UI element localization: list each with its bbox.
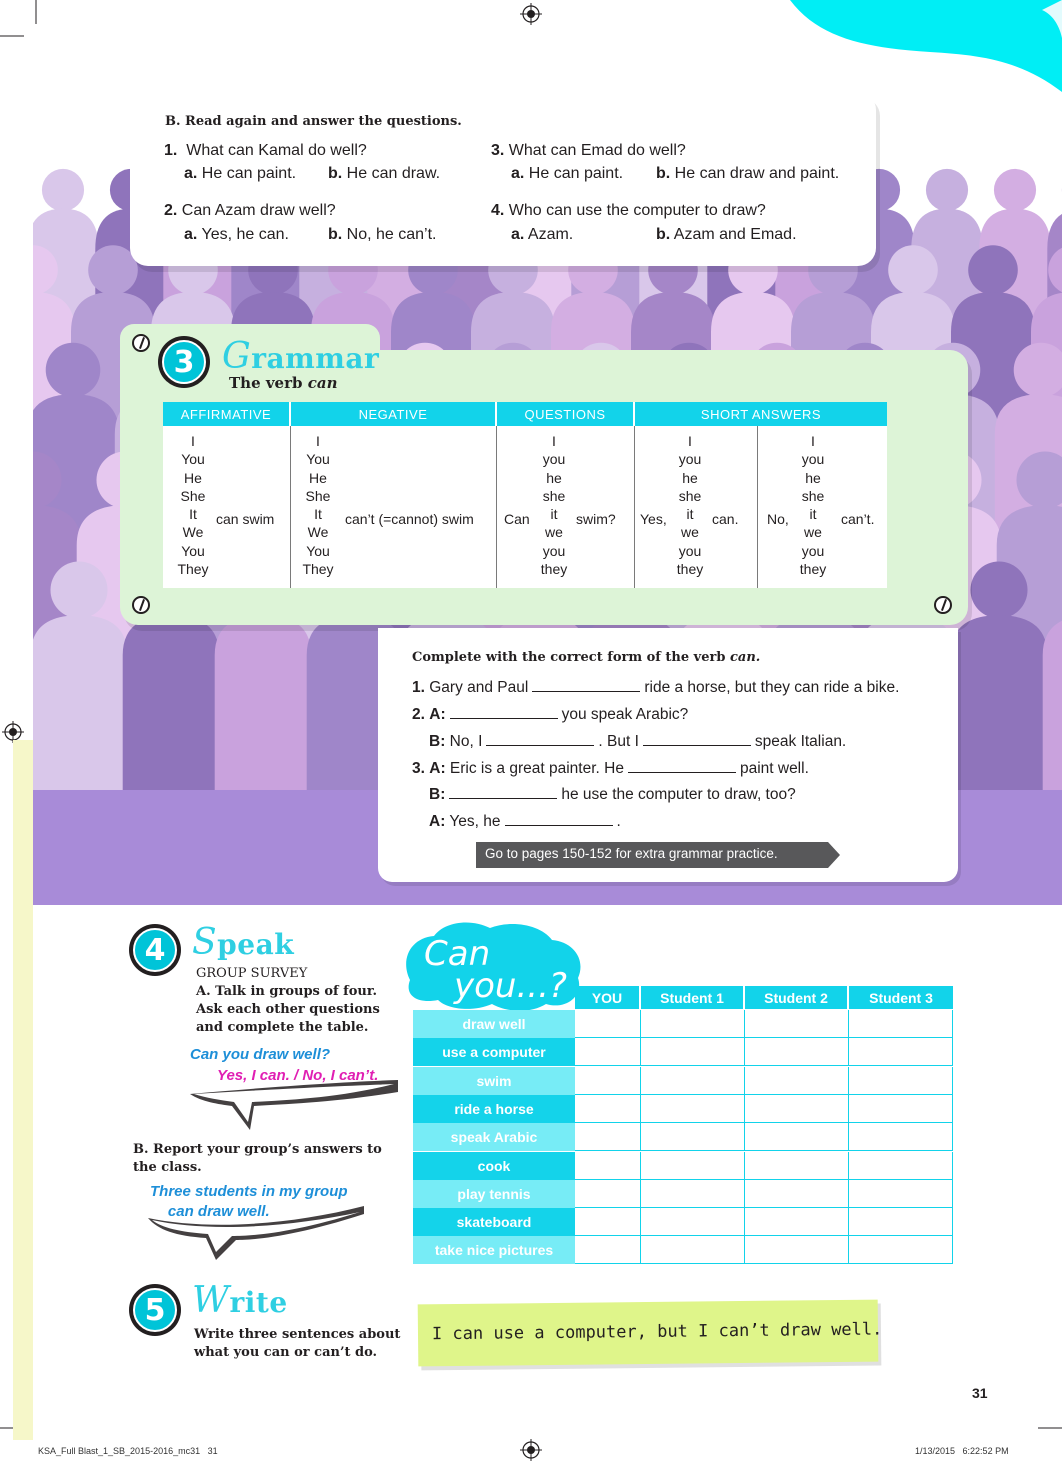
pronoun: they (676, 561, 704, 578)
survey-cell[interactable] (745, 1123, 849, 1151)
line-text: Gary and Paul (429, 679, 529, 696)
pronoun: I (811, 433, 815, 449)
speak-instructions-a (196, 965, 380, 1037)
pronoun: She (305, 487, 331, 504)
pronoun: it (550, 506, 558, 523)
question-text: What can Kamal do well? (186, 142, 367, 159)
pronoun: You (181, 451, 205, 468)
option-label: b. (328, 226, 343, 243)
survey-cell[interactable] (641, 1095, 745, 1123)
bubble-line: can draw well. (167, 1203, 270, 1220)
answer-blank[interactable] (486, 731, 594, 746)
option-text: He can paint. (528, 165, 624, 182)
answer-blank[interactable] (643, 731, 751, 746)
option-text: Yes, he can. (201, 226, 289, 243)
option-label: b. (656, 165, 671, 182)
item-number: 3. (412, 760, 425, 777)
exercise-line-4 (412, 758, 809, 778)
pronoun: She (180, 487, 206, 504)
extra-practice-link[interactable]: Go to pages 150-152 for extra grammar practice. (485, 846, 778, 861)
survey-cell[interactable] (745, 1010, 849, 1038)
affirmative-pronouns (163, 432, 223, 578)
line-text: you speak Arabic? (561, 706, 689, 723)
screw-icon (132, 596, 150, 614)
pronoun: you (801, 451, 825, 468)
screw-icon (934, 596, 952, 614)
section-4-badge (129, 924, 181, 976)
answer-blank[interactable] (449, 784, 557, 799)
q3-option-a[interactable] (511, 165, 623, 183)
option-text: He can draw and paint. (674, 165, 840, 182)
row-label: swim (413, 1067, 575, 1095)
question-3 (491, 142, 686, 160)
write-title (192, 1280, 288, 1321)
title-initial: S (192, 922, 218, 963)
line-text: ride a horse, but they can ride a bike. (644, 679, 900, 696)
q4-option-b[interactable] (656, 226, 797, 244)
survey-cell[interactable] (641, 1152, 745, 1180)
negative-verb: can’t (=cannot) swim (345, 511, 474, 527)
survey-cell[interactable] (745, 1152, 849, 1180)
survey-cell[interactable] (641, 1208, 745, 1236)
pronoun: I (688, 433, 692, 449)
survey-cell[interactable] (849, 1010, 953, 1038)
heading-word: can. (729, 650, 761, 665)
registration-mark-bottom (520, 1439, 542, 1461)
left-margin-strip (13, 740, 33, 1440)
col-questions (496, 426, 635, 588)
survey-cell[interactable] (575, 1067, 641, 1095)
short-no-lead: No, (767, 511, 789, 527)
question-text: Who can use the computer to draw? (508, 202, 766, 219)
pronoun: I (316, 433, 320, 449)
short-yes-end: can. (712, 511, 739, 527)
line-text: Eric is a great painter. He (449, 760, 624, 777)
instruction-line: the class. (133, 1160, 202, 1175)
example-sentence: I can use a computer, but I can’t draw well. (431, 1319, 883, 1345)
title-rest: peak (217, 928, 295, 961)
question-text: What can Emad do well? (508, 142, 686, 159)
title-initial: W (192, 1280, 230, 1321)
option-text: Azam and Emad. (673, 226, 797, 243)
option-text: He can draw. (346, 165, 441, 182)
survey-cell[interactable] (575, 1208, 641, 1236)
option-text: No, he can’t. (346, 226, 437, 243)
short-no-end: can’t. (841, 511, 875, 527)
option-label: b. (656, 226, 671, 243)
row-label: speak Arabic (413, 1123, 575, 1151)
short-yes-lead: Yes, (640, 511, 667, 527)
row-label: cook (413, 1152, 575, 1180)
page-number: 31 (972, 1385, 988, 1401)
section-5-badge (129, 1284, 181, 1336)
item-number: 1. (412, 679, 425, 696)
pronoun: they (799, 561, 827, 578)
screw-icon (132, 334, 150, 352)
title-rest: rite (229, 1286, 288, 1319)
affirmative-verb: can swim (216, 511, 275, 527)
heading-prefix: Complete with the correct form of the verb (412, 650, 726, 665)
col-header-student-2: Student 2 (745, 986, 847, 1009)
question-verb: swim? (576, 511, 616, 527)
pronoun: We (307, 524, 329, 541)
line-text: No, I (449, 733, 483, 750)
option-label: b. (328, 165, 343, 182)
survey-cell[interactable] (849, 1067, 953, 1095)
pronoun: he (546, 469, 562, 486)
question-number: 2. (164, 202, 178, 219)
pronoun: he (805, 469, 821, 486)
answer-blank[interactable] (532, 677, 640, 692)
subtitle-prefix: The verb (229, 374, 303, 392)
speaker: B: (429, 786, 446, 803)
short-no-pronouns (789, 432, 837, 578)
title-rest: rammar (251, 342, 380, 375)
grammar-title (222, 336, 379, 377)
q1-option-a[interactable] (184, 165, 296, 183)
col-negative (290, 426, 497, 588)
pronoun: I (191, 433, 195, 449)
speaker: A: (429, 813, 446, 830)
survey-cell[interactable] (745, 1208, 849, 1236)
grammar-table (163, 402, 887, 588)
q3-option-b[interactable] (656, 165, 839, 183)
pronoun: you (801, 542, 825, 559)
pronoun: we (681, 524, 699, 541)
cloud-line: Can (424, 934, 491, 974)
pronoun: It (314, 506, 322, 523)
item-number: 2. (412, 706, 425, 723)
survey-cell[interactable] (849, 1180, 953, 1208)
header-questions: QUESTIONS (497, 402, 633, 426)
subtitle-word: can (307, 374, 338, 392)
col-short-yes (634, 426, 758, 588)
answer-bubble-text: Yes, I can. / No, I can’t. (217, 1067, 379, 1084)
instruction-line: what you can or can’t do. (194, 1345, 378, 1360)
pronoun: she (678, 487, 702, 504)
survey-cell[interactable] (849, 1152, 953, 1180)
question-text: Can Azam draw well? (181, 202, 336, 219)
pronoun: you (542, 542, 566, 559)
pronoun: it (809, 506, 817, 523)
pronoun: we (545, 524, 563, 541)
option-label: a. (184, 165, 198, 182)
top-wave-decoration (780, 0, 1062, 92)
pronoun: I (552, 433, 556, 449)
pronoun: We (182, 524, 204, 541)
pronoun: They (177, 561, 209, 578)
speaker: B: (429, 733, 446, 750)
survey-cell[interactable] (745, 1180, 849, 1208)
option-text: Azam. (527, 226, 574, 243)
survey-cell[interactable] (641, 1236, 745, 1264)
line-text: speak Italian. (754, 733, 847, 750)
col-header-student-1: Student 1 (641, 986, 743, 1009)
pronoun: they (540, 561, 568, 578)
row-label: draw well (413, 1010, 575, 1038)
short-yes-pronouns (664, 432, 716, 578)
cloud-line: you...? (454, 966, 567, 1006)
section-b-heading: B. Read again and answer the questions. (165, 114, 462, 129)
question-bubble-text: Can you draw well? (190, 1046, 331, 1063)
title-initial: G (222, 336, 252, 377)
question-aux: Can (504, 511, 530, 527)
survey-cell[interactable] (641, 1067, 745, 1095)
col-header-student-3: Student 3 (849, 986, 953, 1009)
print-timestamp: 1/13/2015 6:22:52 PM (915, 1446, 1009, 1456)
col-affirmative (163, 426, 291, 588)
answer-blank[interactable] (450, 704, 558, 719)
pronoun: she (542, 487, 566, 504)
pronoun: You (181, 542, 205, 559)
line-text: . But I (598, 733, 639, 750)
header-short-answers: SHORT ANSWERS (635, 402, 887, 426)
question-4 (491, 202, 766, 220)
q2-option-a[interactable] (184, 226, 289, 244)
survey-table (413, 986, 953, 1266)
example-note (418, 1300, 883, 1367)
header-negative: NEGATIVE (291, 402, 495, 426)
speaker: A: (429, 760, 446, 777)
line-text: . (616, 813, 621, 830)
survey-cell[interactable] (745, 1067, 849, 1095)
instruction-line: Ask each other questions (196, 1002, 380, 1017)
survey-cell[interactable] (575, 1010, 641, 1038)
speak-title (192, 922, 294, 963)
survey-cell[interactable] (575, 1180, 641, 1208)
speaker: A: (429, 706, 446, 723)
survey-cell[interactable] (849, 1208, 953, 1236)
survey-cell[interactable] (641, 1123, 745, 1151)
survey-cell[interactable] (849, 1038, 953, 1066)
row-label: use a computer (413, 1038, 575, 1066)
speech-tail-icon (146, 1206, 366, 1262)
survey-cell[interactable] (641, 1010, 745, 1038)
pronoun: They (302, 561, 334, 578)
section-number: 4 (133, 928, 177, 972)
pronoun: we (804, 524, 822, 541)
survey-cell[interactable] (849, 1095, 953, 1123)
pronoun: it (686, 506, 694, 523)
section-number: 5 (133, 1288, 177, 1332)
survey-cell[interactable] (641, 1038, 745, 1066)
exercise-line-2 (412, 704, 688, 724)
survey-cell[interactable] (745, 1038, 849, 1066)
row-label: ride a horse (413, 1095, 575, 1123)
pronoun: you (542, 451, 566, 468)
survey-cell[interactable] (575, 1123, 641, 1151)
speech-tail-icon (188, 1080, 400, 1132)
negative-pronouns (290, 432, 346, 578)
answer-blank[interactable] (505, 811, 613, 826)
survey-cell[interactable] (575, 1152, 641, 1180)
question-pronouns (530, 432, 578, 578)
section-number: 3 (162, 340, 206, 384)
pronoun: He (309, 469, 327, 486)
exercise-line-6 (429, 811, 621, 831)
instruction-line: A. Talk in groups of four. (196, 984, 378, 999)
section-b-card (130, 92, 876, 266)
survey-cell[interactable] (575, 1095, 641, 1123)
q2-option-b[interactable] (328, 226, 437, 244)
survey-cell[interactable] (849, 1123, 953, 1151)
q1-option-b[interactable] (328, 165, 440, 183)
instruction-line: B. Report your group’s answers to (133, 1142, 382, 1157)
pronoun: you (678, 542, 702, 559)
q4-option-a[interactable] (511, 226, 573, 244)
write-instructions (194, 1326, 400, 1362)
pronoun: you (678, 451, 702, 468)
exercise-line-5 (429, 784, 796, 804)
row-label: play tennis (413, 1180, 575, 1208)
pronoun: It (189, 506, 197, 523)
answer-blank[interactable] (628, 758, 736, 773)
header-affirmative: AFFIRMATIVE (163, 402, 289, 426)
survey-cell[interactable] (575, 1038, 641, 1066)
question-number: 3. (491, 142, 505, 159)
exercise-line-1 (412, 677, 899, 697)
exercise-heading (412, 650, 760, 665)
question-number: 1. (164, 142, 178, 159)
survey-cell[interactable] (745, 1095, 849, 1123)
pronoun: he (682, 469, 698, 486)
pronoun: You (306, 451, 330, 468)
pronoun: He (184, 469, 202, 486)
option-text: He can paint. (201, 165, 297, 182)
col-header-you: YOU (575, 986, 639, 1009)
question-1 (164, 142, 367, 160)
file-slug: KSA_Full Blast_1_SB_2015-2016_mc31 31 (38, 1446, 218, 1456)
pronoun: You (306, 542, 330, 559)
col-short-no (757, 426, 887, 588)
survey-cell[interactable] (849, 1236, 953, 1264)
option-label: a. (184, 226, 198, 243)
survey-cell[interactable] (745, 1236, 849, 1264)
line-text: he use the computer to draw, too? (561, 786, 796, 803)
line-text: Yes, he (449, 813, 501, 830)
survey-label: GROUP SURVEY (196, 966, 308, 981)
bubble-line: Three students in my group (150, 1183, 348, 1200)
instruction-line: and complete the table. (196, 1020, 369, 1035)
speak-instructions-b (133, 1141, 382, 1177)
grammar-subtitle (229, 374, 337, 392)
row-label: take nice pictures (413, 1236, 575, 1264)
question-number: 4. (491, 202, 505, 219)
line-text: paint well. (739, 760, 809, 777)
section-3-badge (158, 336, 210, 388)
pronoun: she (801, 487, 825, 504)
option-label: a. (511, 165, 525, 182)
survey-cell[interactable] (575, 1236, 641, 1264)
instruction-line: Write three sentences about (194, 1327, 401, 1342)
registration-mark-top (520, 3, 542, 25)
survey-cell[interactable] (641, 1180, 745, 1208)
exercise-line-3 (429, 731, 846, 751)
row-label: skateboard (413, 1208, 575, 1236)
option-label: a. (511, 226, 525, 243)
question-2 (164, 202, 336, 220)
